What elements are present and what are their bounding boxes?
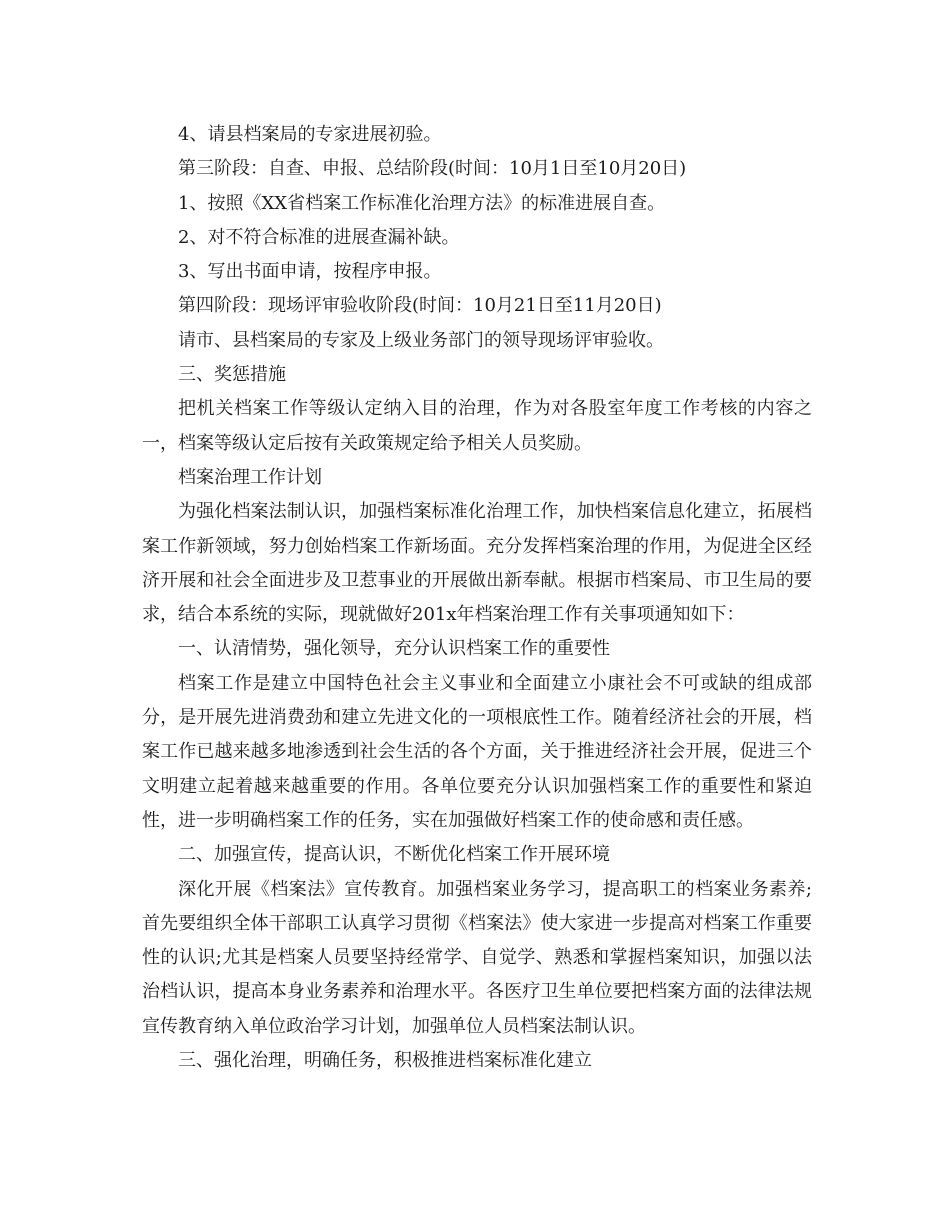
section-one-paragraph: 档案工作是建立中国特色社会主义事业和全面建立小康社会不可或缺的组成部分，是开展先进消费劲和建立先进文化的一项根底性工作。随着经济社会的开展，档案工作已越来越多地渗透到社会生活的各个方面，关于推进经济社会开展，促进三个文明建立起着越来越重要的作用。各单位要充分认识加强档案工作的重要性和紧迫性，进一步明确档案工作的任务，实在加强做好档案工作的使命感和责任感。 bbox=[142, 672, 812, 831]
reward-paragraph: 把机关档案工作等级认定纳入目的治理，作为对各股室年度工作考核的内容之一，档案等级认定后按有关政策规定给予相关人员奖励。 bbox=[142, 398, 812, 454]
intro-paragraph: 为强化档案法制认识，加强档案标准化治理工作，加快档案信息化建立，拓展档案工作新领域，努力创始档案工作新场面。充分发挥档案治理的作用，为促进全区经济开展和社会全面进步及卫惹事业的开展做出新奉献。根据市档案局、市卫生局的要求，结合本系统的实际，现就做好201x年档案治理工作有关事项通知如下： bbox=[142, 501, 812, 626]
phase-3-heading: 第三阶段：自查、申报、总结阶段(时间：10月1日至10月20日) bbox=[178, 158, 687, 180]
reward-section-heading: 三、奖惩措施 bbox=[178, 364, 286, 386]
section-one-heading: 一、认清情势，强化领导，充分认识档案工作的重要性 bbox=[178, 638, 610, 660]
step-2-line: 2、对不符合标准的进展查漏补缺。 bbox=[178, 226, 460, 248]
step-4-line: 4、请县档案局的专家进展初验。 bbox=[178, 124, 442, 145]
phase-4-heading: 第四阶段：现场评审验收阶段(时间：10月21日至11月20日) bbox=[178, 295, 662, 317]
section-three-heading: 三、强化治理，明确任务，积极推进档案标准化建立 bbox=[178, 1050, 592, 1072]
section-two-heading: 二、加强宣传，提高认识，不断优化档案工作开展环境 bbox=[178, 844, 610, 866]
document-body bbox=[142, 118, 812, 1078]
section-two-paragraph: 深化开展《档案法》宣传教育。加强档案业务学习，提高职工的档案业务素养;首先要组织全体干部职工认真学习贯彻《档案法》使大家进一步提高对档案工作重要性的认识;尤其是档案人员要坚持经常学、自觉学、熟悉和掌握档案知识，加强以法治档认识，提高本身业务素养和治理水平。各医疗卫生单位要把档案方面的法律法规宣传教育纳入单位政治学习计划，加强单位人员档案法制认识。 bbox=[142, 878, 812, 1037]
step-1-line: 1、按照《XX省档案工作标准化治理方法》的标准进展自查。 bbox=[178, 192, 666, 214]
plan-title: 档案治理工作计划 bbox=[178, 466, 322, 488]
step-3-line: 3、写出书面申请，按程序申报。 bbox=[178, 261, 442, 283]
phase-4-text: 请市、县档案局的专家及上级业务部门的领导现场评审验收。 bbox=[178, 329, 664, 351]
